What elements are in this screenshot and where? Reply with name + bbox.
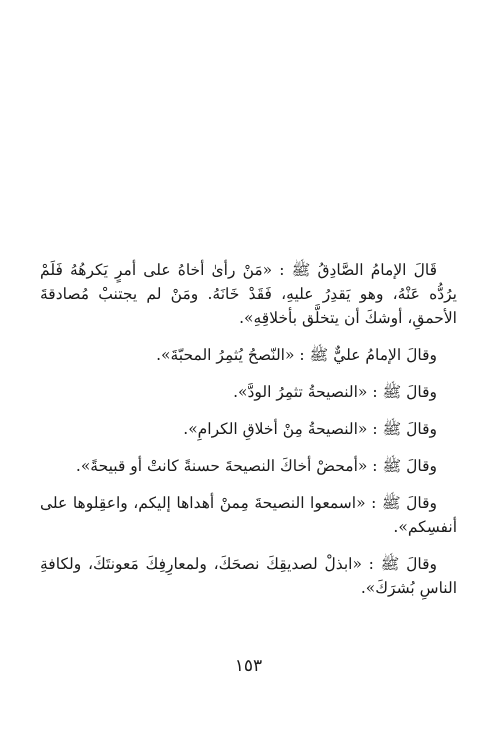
paragraph-advice-affection: وقالَ ﷺ : «النصيحةُ تثمِرُ الودَّ». xyxy=(233,383,437,402)
paragraph-imam-ali: وقالَ الإمامُ عليٌّ ﷺ : «النّصحُ يُثمِرُ المحبّةَ». xyxy=(156,346,437,365)
paragraph-imam-sadiq: قَالَ الإمامُ الصَّادِقُ ﷺ : «مَنْ رأىٰ أخاهُ على أمرٍ يَكرهُهُ فَلَمْ يرُدُّه عَنْهُ، وهو يَقدِرُ عليهِ، فَقَدْ خَانَهُ. ومَنْ لم يجتنبْ مُصادقةَ الأحمقِ، أوشكَ أن يتخلَّق بأخلاقِهِ». xyxy=(40,261,457,328)
paragraph-listen-advice: وقالَ ﷺ : «اسمعوا النصيحةَ مِمنْ أهداها إليكم، واعقِلوها على أنفسِكم». xyxy=(40,494,457,537)
paragraph-advice-noble: وقالَ ﷺ : «النصيحةُ مِنْ أخلاقِ الكرامِ». xyxy=(183,420,437,439)
paragraph-sincere-advice: وقالَ ﷺ : «أمحضْ أخاكَ النصيحةَ حسنةً كانتْ أو قبيحةً». xyxy=(75,457,437,476)
page-number: ١٥٣ xyxy=(234,656,263,676)
hadith-text-block xyxy=(40,258,457,613)
paragraph-offer-advice: وقالَ ﷺ : «ابذلْ لصديقِكَ نصحَكَ، ولمعارِفِكَ مَعونتَكَ، ولكافةِ الناسِ بُشرَكَ». xyxy=(40,555,457,598)
